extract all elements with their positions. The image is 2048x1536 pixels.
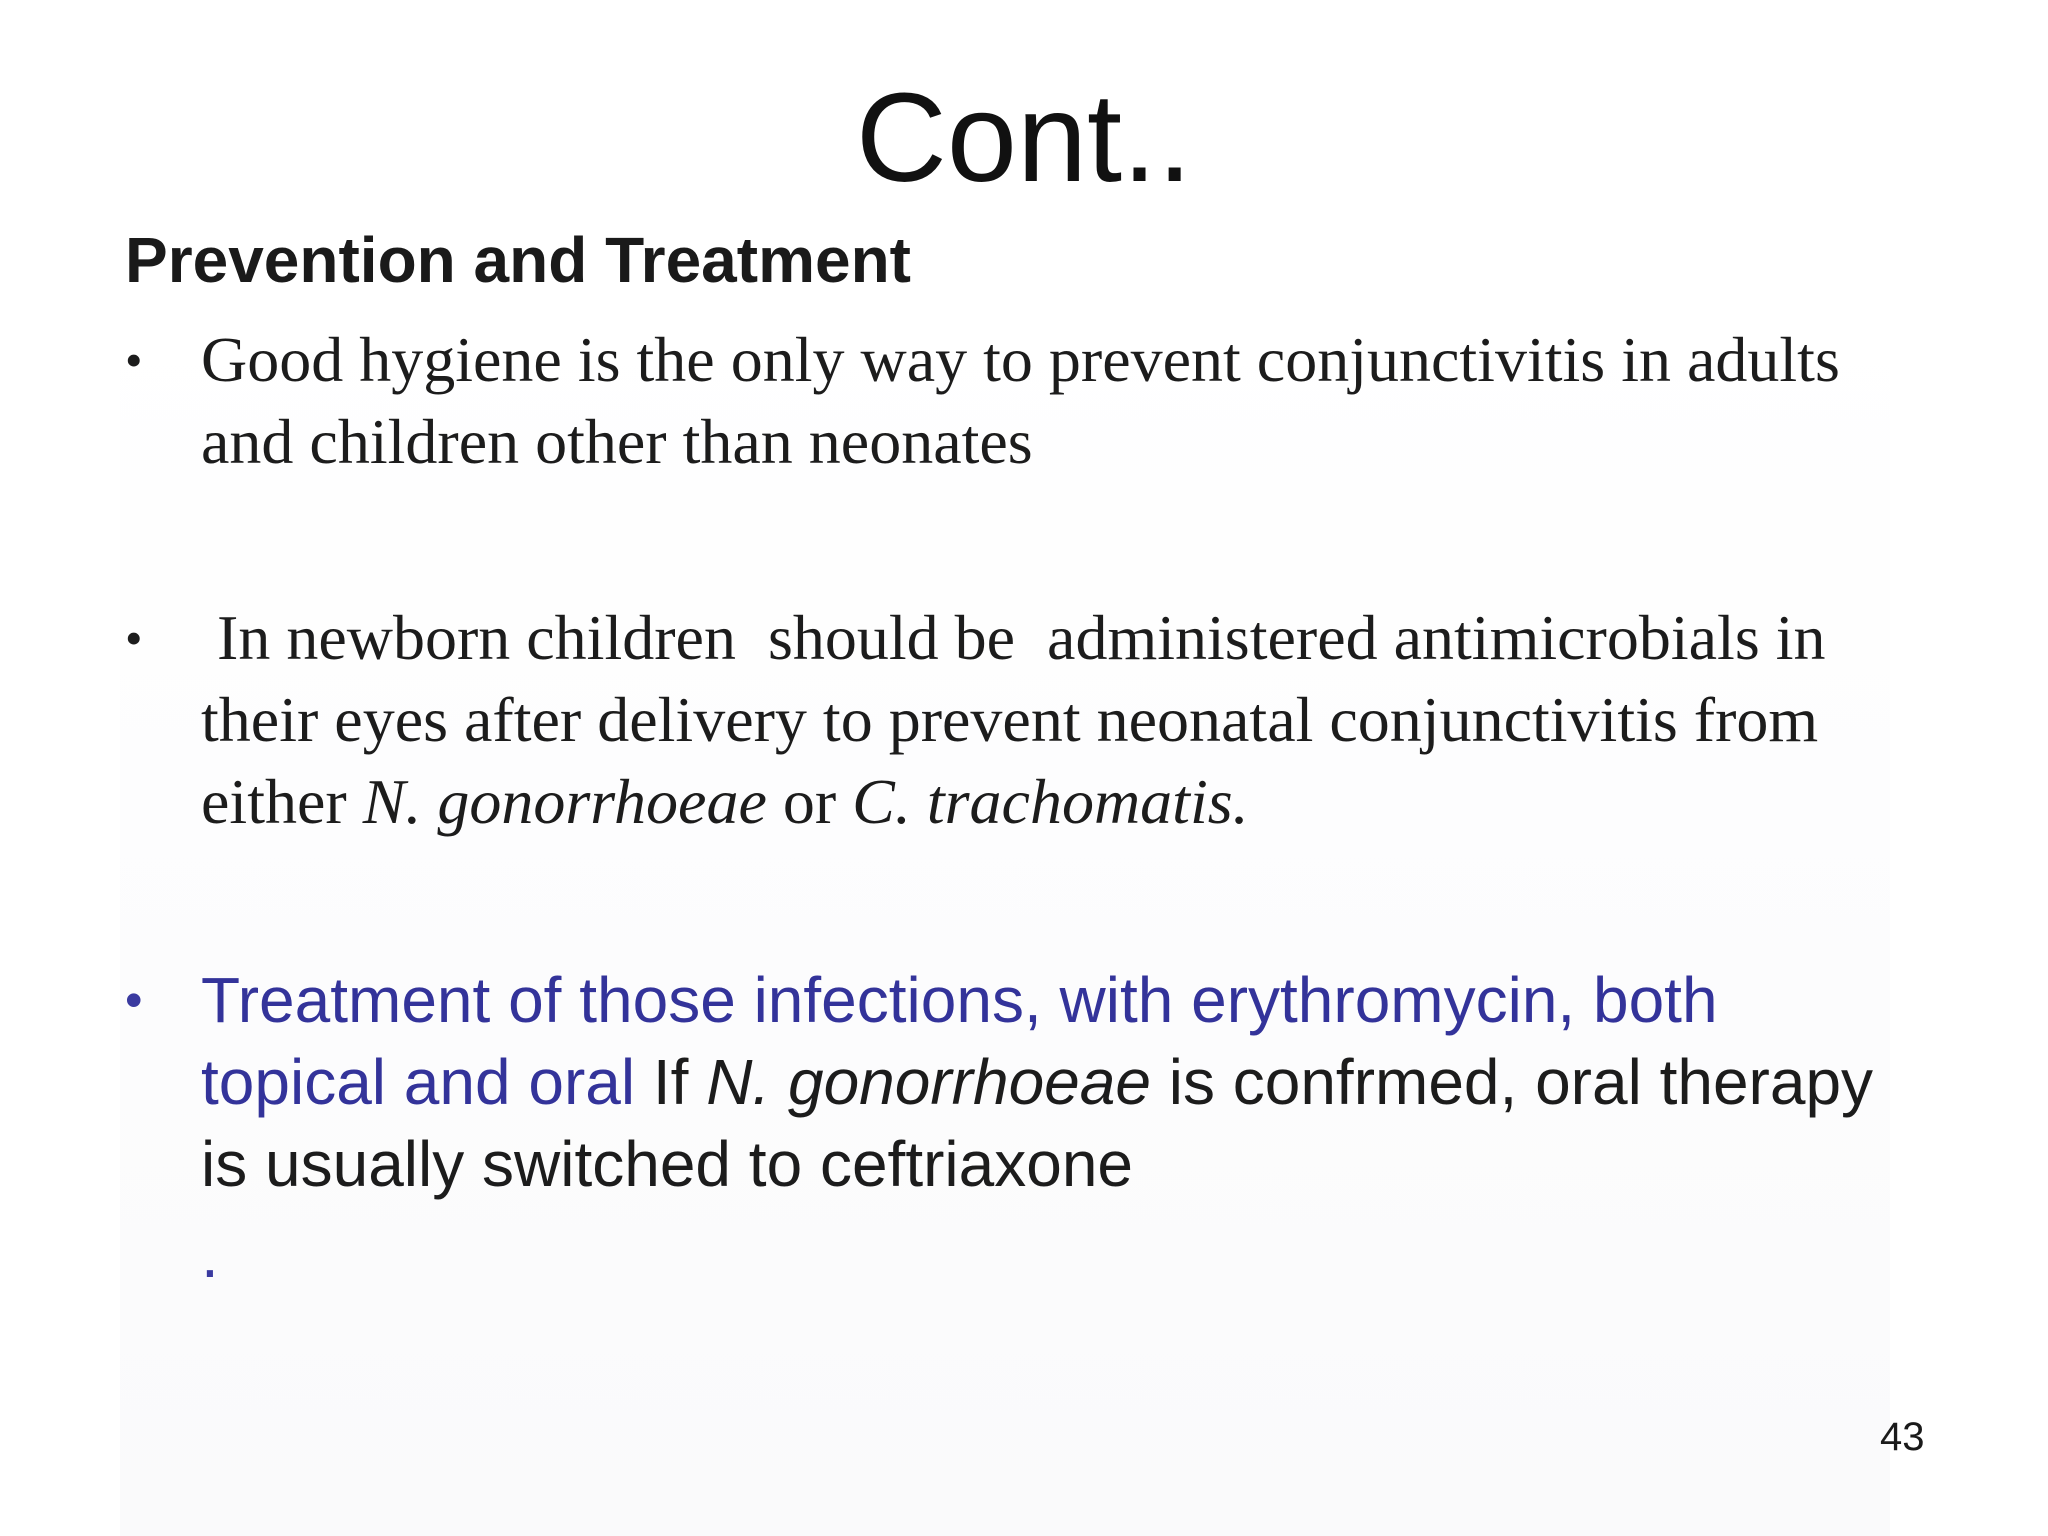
- treatment-highlight: Treatment of those infections, with erythromycin, both topical and oral: [201, 964, 1718, 1118]
- treatment-text-after: is confrmed, oral therapy is usually switched to ceftriaxone: [201, 1046, 1874, 1200]
- slide-background: [120, 300, 1890, 1536]
- bullet-text-middle: or: [766, 766, 853, 837]
- bullet-marker: •: [125, 332, 143, 388]
- treatment-text-before: If: [635, 1046, 707, 1118]
- bullet-text-end: .: [1232, 766, 1249, 837]
- species-name-gonorrhoeae: N. gonorrhoeae: [706, 1046, 1151, 1118]
- bullet-marker: •: [125, 610, 143, 666]
- section-heading: Prevention and Treatment: [125, 224, 911, 296]
- bullet-text: [201, 959, 1905, 1205]
- bullet-text: Good hygiene is the only way to prevent conjunctivitis in adults and children other than neonates: [201, 324, 1840, 477]
- bullet-text: [201, 597, 1905, 843]
- page-number: 43: [1880, 1415, 1925, 1459]
- bullet-item-treatment: [125, 959, 1905, 1205]
- bullet-item-newborn: [125, 597, 1905, 843]
- trailing-dot: .: [201, 1219, 219, 1291]
- bullet-marker: •: [125, 972, 143, 1028]
- bullet-text-start: In newborn children should be administered antimicrobials in their eyes after delivery to prevent neonatal conjunctivitis from either: [201, 602, 1842, 837]
- slide-title: Cont..: [855, 67, 1193, 208]
- species-name-trachomatis: C. trachomatis: [852, 766, 1233, 837]
- species-name-gonorrhoeae: N. gonorrhoeae: [362, 766, 767, 837]
- bullet-item-hygiene: [125, 319, 1905, 483]
